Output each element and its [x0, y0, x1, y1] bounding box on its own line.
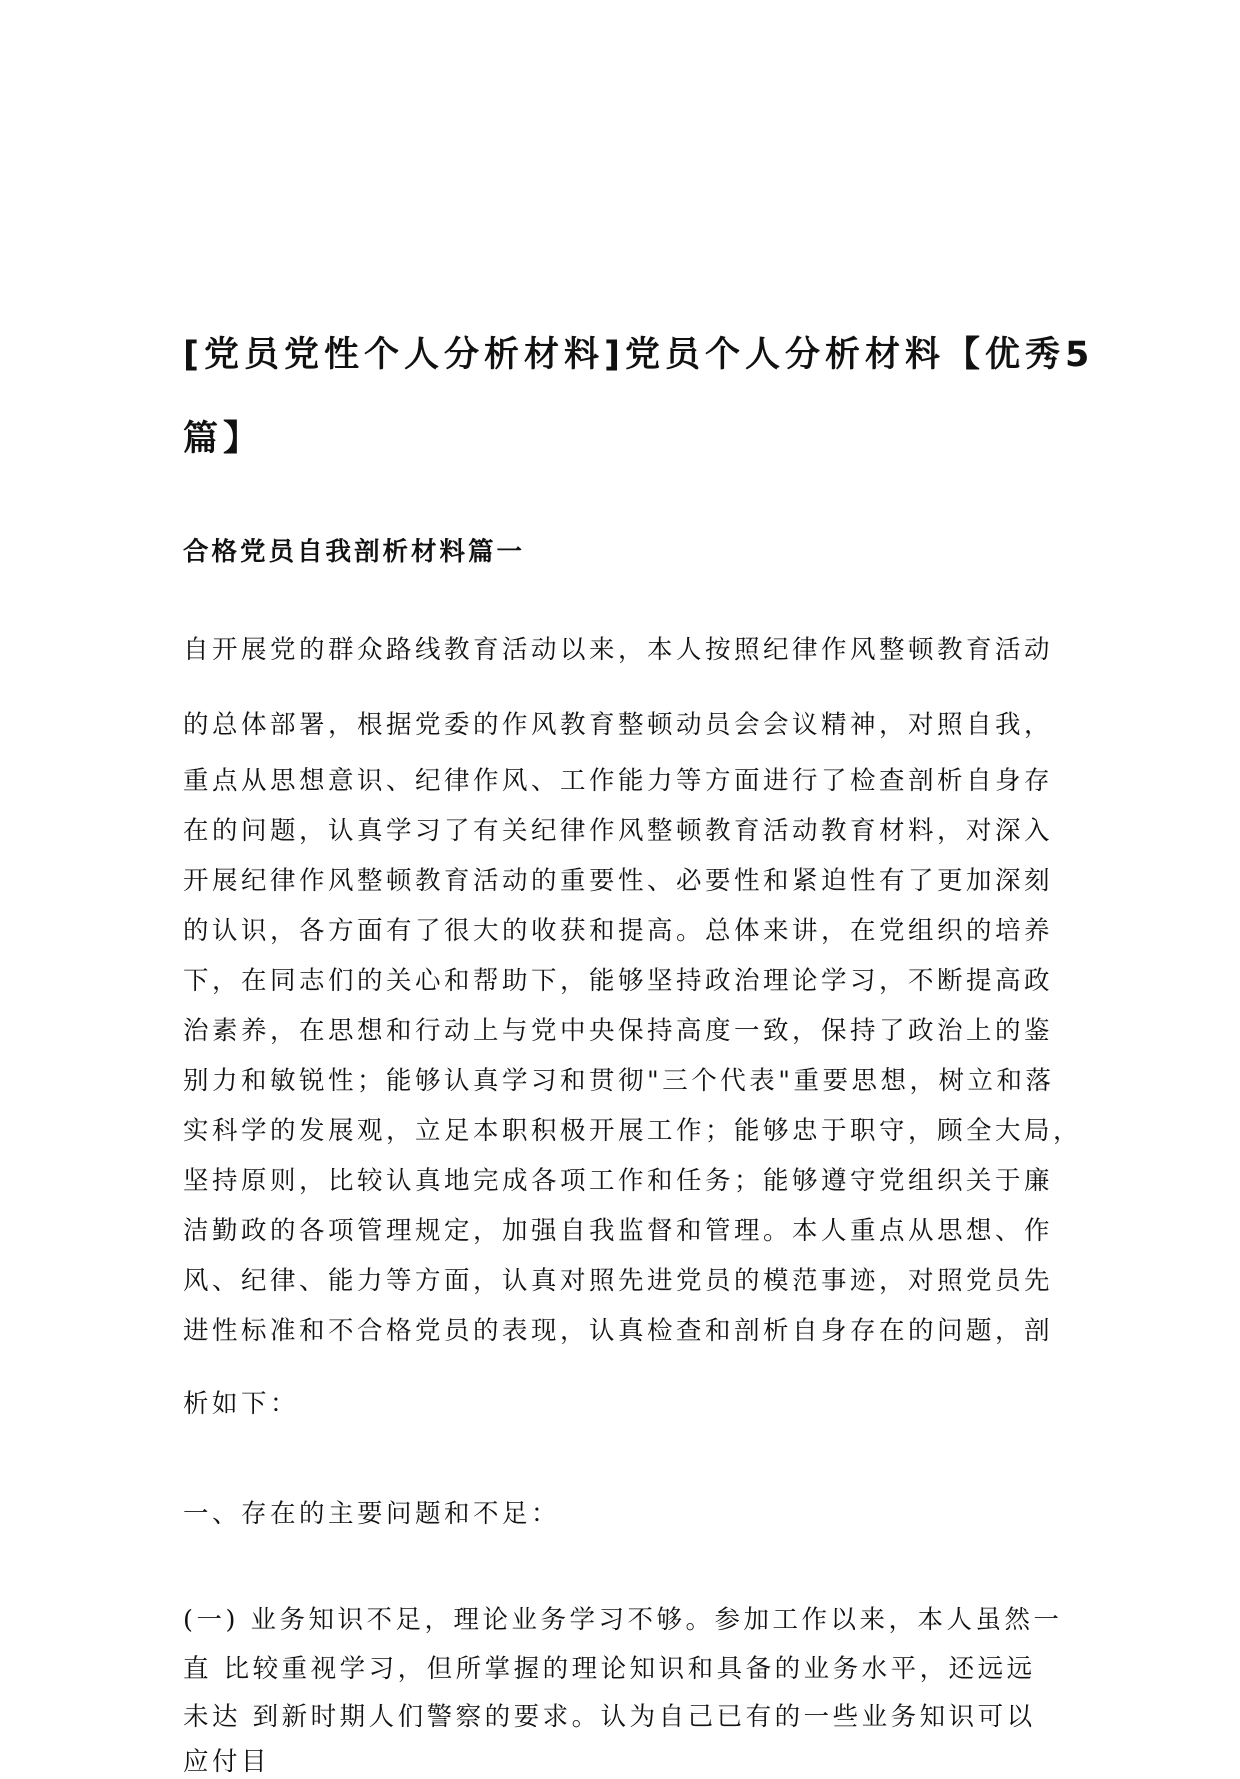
paragraph-line: 析如下：: [183, 1389, 300, 1419]
paragraph-line: 直 比较重视学习，但所掌握的理论知识和具备的业务水平，还远远: [183, 1654, 1036, 1684]
paragraph-line: 治素养，在思想和行动上与党中央保持高度一致，保持了政治上的鉴: [183, 1016, 1054, 1046]
document-title-line-1: [党员党性个人分析材料]党员个人分析材料【优秀5: [183, 335, 1095, 375]
paragraph-line: 的认识，各方面有了很大的收获和提高。总体来讲，在党组织的培养: [183, 916, 1054, 946]
paragraph-line: 未达 到新时期人们警察的要求。认为自己已有的一些业务知识可以: [183, 1702, 1036, 1732]
paragraph-line: 自开展党的群众路线教育活动以来，本人按照纪律作风整顿教育活动: [183, 635, 1054, 665]
paragraph-line: 下，在同志们的关心和帮助下，能够坚持政治理论学习，不断提高政: [183, 966, 1054, 996]
paragraph-line: 重点从思想意识、纪律作风、工作能力等方面进行了检查剖析自身存: [183, 766, 1054, 796]
paragraph-line: 进性标准和不合格党员的表现，认真检查和剖析自身存在的问题，剖: [183, 1316, 1054, 1346]
section-subtitle: 合格党员自我剖析材料篇一: [183, 537, 526, 567]
paragraph-line: 在的问题，认真学习了有关纪律作风整顿教育活动教育材料，对深入: [183, 816, 1054, 846]
paragraph-line: 坚持原则，比较认真地完成各项工作和任务；能够遵守党组织关于廉: [183, 1166, 1054, 1196]
paragraph-line: 实科学的发展观，立足本职积极开展工作；能够忠于职守，顾全大局，: [183, 1116, 1083, 1146]
paragraph-line: 的总体部署，根据党委的作风教育整顿动员会会议精神，对照自我，: [183, 710, 1054, 740]
paragraph-line: 别力和敏锐性；能够认真学习和贯彻"三个代表"重要思想，树立和落: [183, 1066, 1055, 1096]
section-heading: 一、存在的主要问题和不足：: [183, 1499, 561, 1529]
paragraph-line: 应付目: [183, 1747, 271, 1777]
paragraph-line: 风、纪律、能力等方面，认真对照先进党员的模范事迹，对照党员先: [183, 1266, 1054, 1296]
paragraph-line: 开展纪律作风整顿教育活动的重要性、必要性和紧迫性有了更加深刻: [183, 866, 1054, 896]
paragraph-line: 洁勤政的各项管理规定，加强自我监督和管理。本人重点从思想、作: [183, 1216, 1054, 1246]
document-title-line-2: 篇】: [183, 419, 264, 459]
paragraph-line: (一) 业务知识不足，理论业务学习不够。参加工作以来，本人虽然一: [183, 1605, 1063, 1635]
